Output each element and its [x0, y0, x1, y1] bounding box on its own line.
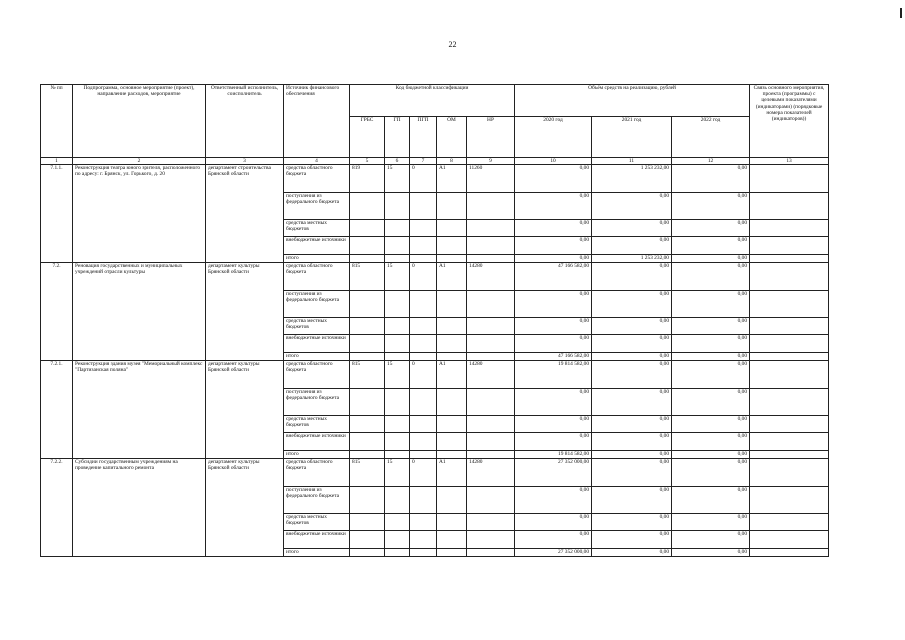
table-row [41, 361, 829, 389]
indicator-link [750, 353, 829, 361]
funding-source: итого [284, 255, 350, 263]
amount-y2020: 0,00 [515, 531, 592, 549]
amount-y2021: 0,00 [592, 487, 672, 514]
funding-source: внебюджетные источники [284, 335, 350, 353]
indicator-link [750, 389, 829, 416]
code-nr [467, 389, 515, 416]
amount-y2022: 0,00 [672, 416, 750, 433]
header-volume: Объём средств на реализацию, рублей [515, 85, 750, 117]
amount-y2021: 0,00 [592, 416, 672, 433]
amount-y2020: 19 814 582,00 [515, 451, 592, 459]
code-nr [467, 531, 515, 549]
funding-source: средства областного бюджета [284, 361, 350, 389]
funding-source: поступления из федерального бюджета [284, 389, 350, 416]
amount-y2020: 0,00 [515, 487, 592, 514]
header-pgp: ПГП [410, 117, 437, 158]
code-pgp [410, 514, 437, 531]
amount-y2022: 0,00 [672, 165, 750, 193]
code-pgp [410, 353, 437, 361]
index-cell: 1 [41, 158, 73, 165]
amount-y2022: 0,00 [672, 193, 750, 220]
amount-y2021: 1 253 232,00 [592, 255, 672, 263]
code-nr [467, 220, 515, 237]
code-om: А1 [437, 361, 467, 389]
amount-y2022: 0,00 [672, 255, 750, 263]
code-nr: 14280 [467, 361, 515, 389]
amount-y2021: 0,00 [592, 531, 672, 549]
code-pgp [410, 255, 437, 263]
amount-y2022: 0,00 [672, 514, 750, 531]
code-pgp: 0 [410, 165, 437, 193]
amount-y2022: 0,00 [672, 237, 750, 255]
header-executor: Ответственный исполнитель, соисполнитель [206, 85, 284, 158]
code-pgp [410, 335, 437, 353]
code-gp [385, 353, 410, 361]
index-cell: 9 [467, 158, 515, 165]
code-pgp [410, 193, 437, 220]
amount-y2022: 0,00 [672, 291, 750, 318]
executor: департамент культуры Брянской области [206, 459, 284, 557]
code-grbs [350, 451, 385, 459]
code-pgp [410, 531, 437, 549]
code-om [437, 531, 467, 549]
indicator-link [750, 263, 829, 291]
measure-name: Реконструкция здания музея "Мемориальный комплекс "Партизанская поляна" [73, 361, 206, 459]
code-grbs: 815 [350, 263, 385, 291]
code-gp [385, 237, 410, 255]
code-grbs: 815 [350, 361, 385, 389]
indicator-link [750, 335, 829, 353]
code-gp [385, 531, 410, 549]
code-pgp [410, 318, 437, 335]
code-gp [385, 193, 410, 220]
code-pgp [410, 451, 437, 459]
code-grbs [350, 237, 385, 255]
index-cell: 12 [672, 158, 750, 165]
code-nr [467, 433, 515, 451]
code-pgp: 0 [410, 459, 437, 487]
index-cell: 5 [350, 158, 385, 165]
code-grbs [350, 487, 385, 514]
code-gp: 15 [385, 165, 410, 193]
amount-y2022: 0,00 [672, 318, 750, 335]
funding-source: средства местных бюджетов [284, 318, 350, 335]
amount-y2020: 0,00 [515, 220, 592, 237]
indicator-link [750, 291, 829, 318]
code-om [437, 389, 467, 416]
code-om [437, 193, 467, 220]
header-2020: 2020 год [515, 117, 592, 158]
code-gp [385, 335, 410, 353]
amount-y2021: 1 253 232,00 [592, 165, 672, 193]
indicator-link [750, 459, 829, 487]
executor: департамент культуры Брянской области [206, 361, 284, 459]
code-grbs: 815 [350, 459, 385, 487]
funding-source: итого [284, 549, 350, 557]
index-cell: 3 [206, 158, 284, 165]
code-gp [385, 255, 410, 263]
amount-y2021: 0,00 [592, 291, 672, 318]
indicator-link [750, 487, 829, 514]
code-om [437, 433, 467, 451]
executor: департамент строительства Брянской области [206, 165, 284, 263]
amount-y2022: 0,00 [672, 335, 750, 353]
code-pgp [410, 487, 437, 514]
code-gp [385, 514, 410, 531]
table-row [41, 165, 829, 193]
code-om [437, 220, 467, 237]
indicator-link [750, 165, 829, 193]
amount-y2022: 0,00 [672, 549, 750, 557]
code-nr [467, 318, 515, 335]
page-number: 22 [448, 40, 457, 49]
code-pgp: 0 [410, 361, 437, 389]
amount-y2022: 0,00 [672, 220, 750, 237]
row-number: 7.2.2. [41, 459, 73, 557]
amount-y2020: 0,00 [515, 433, 592, 451]
funding-source: средства областного бюджета [284, 459, 350, 487]
code-grbs [350, 255, 385, 263]
amount-y2021: 0,00 [592, 361, 672, 389]
code-gp [385, 389, 410, 416]
index-cell: 7 [410, 158, 437, 165]
header-gp: ГП [385, 117, 410, 158]
indicator-link [750, 416, 829, 433]
amount-y2021: 0,00 [592, 353, 672, 361]
code-grbs [350, 193, 385, 220]
funding-source: внебюджетные источники [284, 237, 350, 255]
code-nr [467, 193, 515, 220]
code-gp [385, 318, 410, 335]
indicator-link [750, 433, 829, 451]
amount-y2020: 0,00 [515, 318, 592, 335]
code-nr [467, 353, 515, 361]
code-om [437, 451, 467, 459]
code-nr [467, 291, 515, 318]
code-om: А1 [437, 459, 467, 487]
code-gp [385, 549, 410, 557]
funding-source: средства местных бюджетов [284, 514, 350, 531]
code-om [437, 353, 467, 361]
row-number: 7.1.1. [41, 165, 73, 263]
table-row [41, 459, 829, 487]
amount-y2020: 0,00 [515, 291, 592, 318]
funding-source: поступления из федерального бюджета [284, 193, 350, 220]
amount-y2020: 0,00 [515, 165, 592, 193]
code-grbs: 819 [350, 165, 385, 193]
amount-y2022: 0,00 [672, 459, 750, 487]
code-grbs [350, 549, 385, 557]
amount-y2020: 47 166 582,00 [515, 353, 592, 361]
index-cell: 11 [592, 158, 672, 165]
code-om [437, 335, 467, 353]
budget-table [40, 84, 829, 557]
index-cell: 2 [73, 158, 206, 165]
header-budget-code: Код бюджетной классификации [350, 85, 515, 117]
amount-y2022: 0,00 [672, 531, 750, 549]
code-grbs [350, 220, 385, 237]
code-pgp [410, 416, 437, 433]
amount-y2020: 27 352 000,00 [515, 459, 592, 487]
table-row [41, 263, 829, 291]
amount-y2020: 27 352 000,00 [515, 549, 592, 557]
code-om [437, 416, 467, 433]
indicator-link [750, 255, 829, 263]
amount-y2021: 0,00 [592, 389, 672, 416]
measure-name: Субсидии государственным учреждениям на проведение капитального ремонта [73, 459, 206, 557]
amount-y2021: 0,00 [592, 459, 672, 487]
indicator-link [750, 531, 829, 549]
amount-y2022: 0,00 [672, 433, 750, 451]
code-pgp [410, 291, 437, 318]
code-om [437, 487, 467, 514]
amount-y2020: 0,00 [515, 193, 592, 220]
code-nr: 14280 [467, 263, 515, 291]
executor: департамент культуры Брянской области [206, 263, 284, 361]
code-nr [467, 237, 515, 255]
code-nr [467, 451, 515, 459]
amount-y2021: 0,00 [592, 237, 672, 255]
amount-y2022: 0,00 [672, 353, 750, 361]
code-nr [467, 549, 515, 557]
funding-source: средства областного бюджета [284, 263, 350, 291]
amount-y2021: 0,00 [592, 433, 672, 451]
funding-source: поступления из федерального бюджета [284, 487, 350, 514]
amount-y2021: 0,00 [592, 335, 672, 353]
amount-y2020: 0,00 [515, 237, 592, 255]
code-gp [385, 291, 410, 318]
header-grbs: ГРБС [350, 117, 385, 158]
amount-y2021: 0,00 [592, 220, 672, 237]
code-om [437, 514, 467, 531]
index-row [41, 158, 829, 165]
code-pgp [410, 433, 437, 451]
amount-y2021: 0,00 [592, 318, 672, 335]
funding-source: внебюджетные источники [284, 531, 350, 549]
amount-y2022: 0,00 [672, 263, 750, 291]
code-pgp [410, 237, 437, 255]
code-gp: 15 [385, 459, 410, 487]
amount-y2020: 0,00 [515, 255, 592, 263]
amount-y2020: 47 166 582,00 [515, 263, 592, 291]
header-source: Источник финансового обеспечения [284, 85, 350, 158]
code-nr [467, 255, 515, 263]
code-grbs [350, 514, 385, 531]
header-2022: 2022 год [672, 117, 750, 158]
code-om: А1 [437, 263, 467, 291]
indicator-link [750, 361, 829, 389]
index-cell: 8 [437, 158, 467, 165]
index-cell: 4 [284, 158, 350, 165]
code-gp [385, 433, 410, 451]
header-nr: НР [467, 117, 515, 158]
amount-y2022: 0,00 [672, 389, 750, 416]
measure-name: Реконструкция театра юного зрителя, расположенного по адресу: г. Брянск, ул. Горького, д. 20 [73, 165, 206, 263]
amount-y2022: 0,00 [672, 487, 750, 514]
amount-y2020: 0,00 [515, 514, 592, 531]
row-number: 7.2.1. [41, 361, 73, 459]
indicator-link [750, 220, 829, 237]
code-pgp [410, 389, 437, 416]
amount-y2020: 19 814 582,00 [515, 361, 592, 389]
index-cell: 13 [750, 158, 829, 165]
funding-source: средства областного бюджета [284, 165, 350, 193]
index-cell: 6 [385, 158, 410, 165]
amount-y2020: 0,00 [515, 389, 592, 416]
code-grbs [350, 335, 385, 353]
funding-source: итого [284, 451, 350, 459]
header-link: Связь основного мероприятия, проекта (программы) с целевыми показателями (индикаторами) (порядковые номера показателей (индикаторов)) [750, 85, 829, 158]
funding-source: средства местных бюджетов [284, 220, 350, 237]
code-om [437, 255, 467, 263]
measure-name: Реновация государственных и муниципальных учреждений отрасли культуры [73, 263, 206, 361]
indicator-link [750, 193, 829, 220]
code-om [437, 549, 467, 557]
amount-y2020: 0,00 [515, 416, 592, 433]
code-nr [467, 487, 515, 514]
code-grbs [350, 389, 385, 416]
code-nr [467, 335, 515, 353]
code-om [437, 291, 467, 318]
code-gp [385, 451, 410, 459]
code-gp [385, 487, 410, 514]
header-subprogram: Подпрограмма, основное мероприятие (проект), направление расходов, мероприятие [73, 85, 206, 158]
header-2021: 2021 год [592, 117, 672, 158]
indicator-link [750, 237, 829, 255]
amount-y2021: 0,00 [592, 549, 672, 557]
amount-y2021: 0,00 [592, 263, 672, 291]
funding-source: поступления из федерального бюджета [284, 291, 350, 318]
edge-mark [900, 8, 902, 18]
indicator-link [750, 549, 829, 557]
code-gp [385, 220, 410, 237]
code-om [437, 318, 467, 335]
code-gp [385, 416, 410, 433]
amount-y2022: 0,00 [672, 361, 750, 389]
indicator-link [750, 451, 829, 459]
code-om: А1 [437, 165, 467, 193]
indicator-link [750, 514, 829, 531]
code-pgp: 0 [410, 263, 437, 291]
row-number: 7.2. [41, 263, 73, 361]
code-pgp [410, 220, 437, 237]
funding-source: внебюджетные источники [284, 433, 350, 451]
code-nr: 11260 [467, 165, 515, 193]
code-grbs [350, 291, 385, 318]
amount-y2020: 0,00 [515, 335, 592, 353]
code-nr [467, 514, 515, 531]
funding-source: средства местных бюджетов [284, 416, 350, 433]
amount-y2022: 0,00 [672, 451, 750, 459]
code-nr: 14280 [467, 459, 515, 487]
amount-y2021: 0,00 [592, 514, 672, 531]
header-no: № пп [41, 85, 73, 158]
code-grbs [350, 531, 385, 549]
code-gp: 15 [385, 361, 410, 389]
funding-source: итого [284, 353, 350, 361]
code-grbs [350, 318, 385, 335]
indicator-link [750, 318, 829, 335]
code-grbs [350, 433, 385, 451]
code-grbs [350, 353, 385, 361]
code-nr [467, 416, 515, 433]
code-pgp [410, 549, 437, 557]
header-om: ОМ [437, 117, 467, 158]
code-gp: 15 [385, 263, 410, 291]
code-om [437, 237, 467, 255]
index-cell: 10 [515, 158, 592, 165]
amount-y2021: 0,00 [592, 451, 672, 459]
code-grbs [350, 416, 385, 433]
amount-y2021: 0,00 [592, 193, 672, 220]
